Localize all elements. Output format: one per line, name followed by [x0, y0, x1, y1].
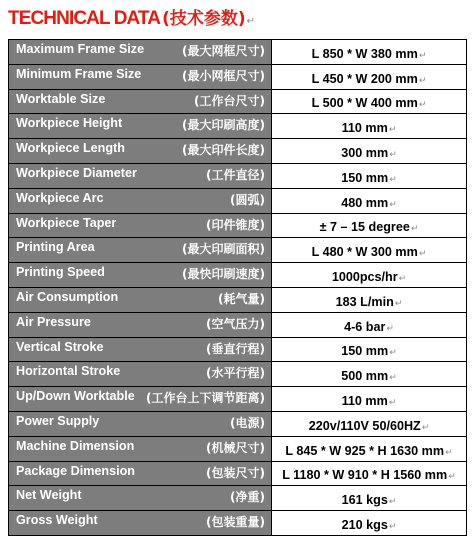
spec-label-cell [9, 213, 272, 238]
spec-value-cell [272, 287, 467, 312]
table-row [9, 411, 467, 436]
spec-label-cell [9, 188, 272, 213]
document-title [8, 4, 255, 28]
spec-label-english: Minimum Frame Size [16, 66, 142, 81]
table-row [9, 486, 467, 511]
spec-value-cell [272, 238, 467, 263]
spec-label-chinese: (最大网框尺寸) [182, 44, 265, 58]
paragraph-mark: ↵ [448, 472, 456, 483]
spec-label-cell [9, 337, 272, 362]
spec-label-chinese: (耗气量) [218, 291, 265, 306]
spec-label-chinese: (最大印刷高度) [182, 118, 265, 133]
table-row [9, 114, 467, 139]
table-row [9, 89, 467, 114]
spec-value: 4-6 bar [344, 319, 386, 334]
spec-label-english: Workpiece Length [16, 141, 125, 156]
spec-value-cell [272, 312, 467, 337]
spec-value-cell [272, 64, 467, 89]
spec-label-cell [9, 436, 272, 461]
spec-label-chinese: (机械尺寸) [206, 440, 265, 455]
spec-value-cell [272, 213, 467, 238]
spec-value: L 500 * W 400 mm [311, 96, 418, 111]
table-row [9, 362, 467, 387]
title-chinese: (技术参数) [162, 9, 246, 29]
paragraph-mark: ↵ [418, 100, 427, 111]
paragraph-mark: ↵ [394, 298, 403, 309]
paragraph-mark: ↵ [388, 522, 397, 533]
spec-value-cell [272, 263, 467, 288]
spec-label-cell [9, 64, 272, 89]
paragraph-mark: ↵ [388, 125, 397, 136]
spec-label-chinese: (最小网框尺寸) [182, 68, 265, 83]
spec-label-english: Worktable Size [16, 91, 106, 106]
spec-value: 220v/110V 50/60HZ [308, 418, 421, 433]
spec-label-cell [9, 511, 272, 536]
spec-label-chinese: (空气压力) [206, 316, 265, 331]
paragraph-mark: ↵ [388, 398, 397, 409]
spec-label-english: Workpiece Diameter [16, 165, 137, 180]
spec-value: 110 mm [341, 121, 388, 136]
spec-value-cell [272, 362, 467, 387]
spec-value-cell [272, 163, 467, 188]
spec-label-english: Air Pressure [16, 314, 91, 329]
spec-label-english: Up/Down Worktable [16, 389, 135, 404]
spec-label-cell [9, 263, 272, 288]
table-row [9, 64, 467, 89]
spec-value: 161 kgs [341, 493, 388, 508]
spec-value-cell [272, 511, 467, 536]
paragraph-mark: ↵ [418, 75, 427, 86]
spec-label-english: Workpiece Arc [16, 190, 104, 205]
title-english: TECHNICAL DATA [8, 8, 161, 29]
spec-value: L 850 * W 380 mm [311, 46, 418, 61]
spec-label-chinese: (最大印刷面积) [182, 242, 265, 257]
table-row [9, 387, 467, 412]
spec-value: 150 mm [341, 170, 389, 185]
spec-label-chinese: (电源) [230, 415, 265, 430]
spec-label-chinese: (包装尺寸) [206, 465, 265, 480]
spec-label-english: Package Dimension [16, 463, 135, 478]
paragraph-mark: ↵ [421, 422, 430, 433]
spec-value: L 450 * W 200 mm [311, 71, 418, 86]
spec-label-cell [9, 362, 272, 387]
spec-value: 480 mm [341, 195, 389, 210]
spec-value: 300 mm [341, 146, 389, 161]
spec-label-cell [9, 461, 272, 486]
table-row [9, 238, 467, 263]
spec-label-chinese: (水平行程) [206, 366, 265, 381]
table-row [9, 287, 467, 312]
table-row [9, 40, 467, 65]
spec-value: 150 mm [341, 344, 389, 359]
table-row [9, 511, 467, 536]
spec-label-cell [9, 114, 272, 139]
table-body [9, 40, 467, 536]
spec-value: 183 L/min [335, 294, 394, 309]
table-row [9, 213, 467, 238]
spec-label-chinese: (工作台上下调节距离) [146, 391, 265, 406]
spec-value-cell [272, 486, 467, 511]
spec-value-cell [272, 411, 467, 436]
technical-data-table [8, 39, 467, 536]
spec-value-cell [272, 436, 467, 461]
paragraph-mark: ↵ [389, 150, 397, 161]
spec-value-cell [272, 461, 467, 486]
spec-label-english: Workpiece Height [16, 116, 123, 131]
spec-label-cell [9, 486, 272, 511]
spec-label-chinese: (印件锥度) [206, 217, 265, 232]
spec-label-english: Air Consumption [16, 289, 119, 304]
paragraph-mark: ↵ [386, 323, 394, 334]
spec-label-chinese: (最大印件长度) [182, 143, 265, 158]
spec-label-cell [9, 139, 272, 164]
spec-value-cell [272, 114, 467, 139]
spec-value: 500 mm [341, 369, 389, 384]
spec-label-chinese: (最快印刷速度) [182, 267, 265, 282]
paragraph-mark: ↵ [389, 348, 397, 359]
spec-value: L 480 * W 300 mm [311, 245, 418, 260]
paragraph-mark: ↵ [445, 447, 453, 458]
spec-value-cell [272, 387, 467, 412]
spec-value: L 1180 * W 910 * H 1560 mm [282, 468, 448, 483]
paragraph-mark: ↵ [388, 497, 397, 508]
spec-label-cell [9, 238, 272, 263]
paragraph-mark: ↵ [389, 174, 397, 185]
spec-label-chinese: (工件直径) [206, 167, 265, 182]
paragraph-mark: ↵ [398, 274, 407, 285]
spec-value: L 845 * W 925 * H 1630 mm [285, 443, 445, 458]
paragraph-mark: ↵ [418, 249, 427, 260]
spec-value: ± 7 – 15 degree [319, 220, 410, 235]
spec-label-english: Power Supply [16, 413, 100, 428]
spec-label-cell [9, 312, 272, 337]
spec-label-chinese: (圆弧) [230, 192, 265, 207]
spec-value: 1000pcs/hr [331, 270, 398, 285]
paragraph-mark: ↵ [389, 373, 397, 384]
table-row [9, 188, 467, 213]
table-row [9, 337, 467, 362]
spec-value-cell [272, 337, 467, 362]
spec-label-cell [9, 163, 272, 188]
spec-label-cell [9, 89, 272, 114]
spec-value-cell [272, 188, 467, 213]
spec-label-english: Vertical Stroke [16, 339, 104, 354]
table-row [9, 139, 467, 164]
spec-label-cell [9, 411, 272, 436]
spec-label-chinese: (包装重量) [206, 515, 265, 530]
spec-label-english: Printing Area [16, 240, 95, 255]
table-row [9, 436, 467, 461]
spec-label-cell [9, 40, 272, 65]
spec-label-english: Machine Dimension [16, 438, 135, 453]
spec-label-english: Gross Weight [16, 513, 98, 528]
table-row [9, 461, 467, 486]
spec-value-cell [272, 40, 467, 65]
spec-value-cell [272, 139, 467, 164]
spec-label-english: Maximum Frame Size [16, 42, 145, 56]
spec-label-english: Net Weight [16, 488, 82, 503]
spec-value: 110 mm [341, 394, 388, 409]
paragraph-mark: ↵ [246, 16, 255, 27]
spec-label-english: Printing Speed [16, 265, 105, 280]
spec-label-english: Workpiece Taper [16, 215, 117, 230]
spec-label-cell [9, 287, 272, 312]
spec-label-chinese: (垂直行程) [206, 341, 265, 356]
spec-label-chinese: (净重) [230, 490, 265, 505]
table-row [9, 263, 467, 288]
paragraph-mark: ↵ [418, 50, 427, 61]
spec-value: 210 kgs [341, 518, 388, 533]
spec-label-english: Horizontal Stroke [16, 364, 121, 379]
spec-label-cell [9, 387, 272, 412]
paragraph-mark: ↵ [410, 224, 419, 235]
table-row [9, 312, 467, 337]
spec-label-chinese: (工作台尺寸) [194, 93, 265, 108]
paragraph-mark: ↵ [389, 199, 397, 210]
spec-value-cell [272, 89, 467, 114]
table-row [9, 163, 467, 188]
